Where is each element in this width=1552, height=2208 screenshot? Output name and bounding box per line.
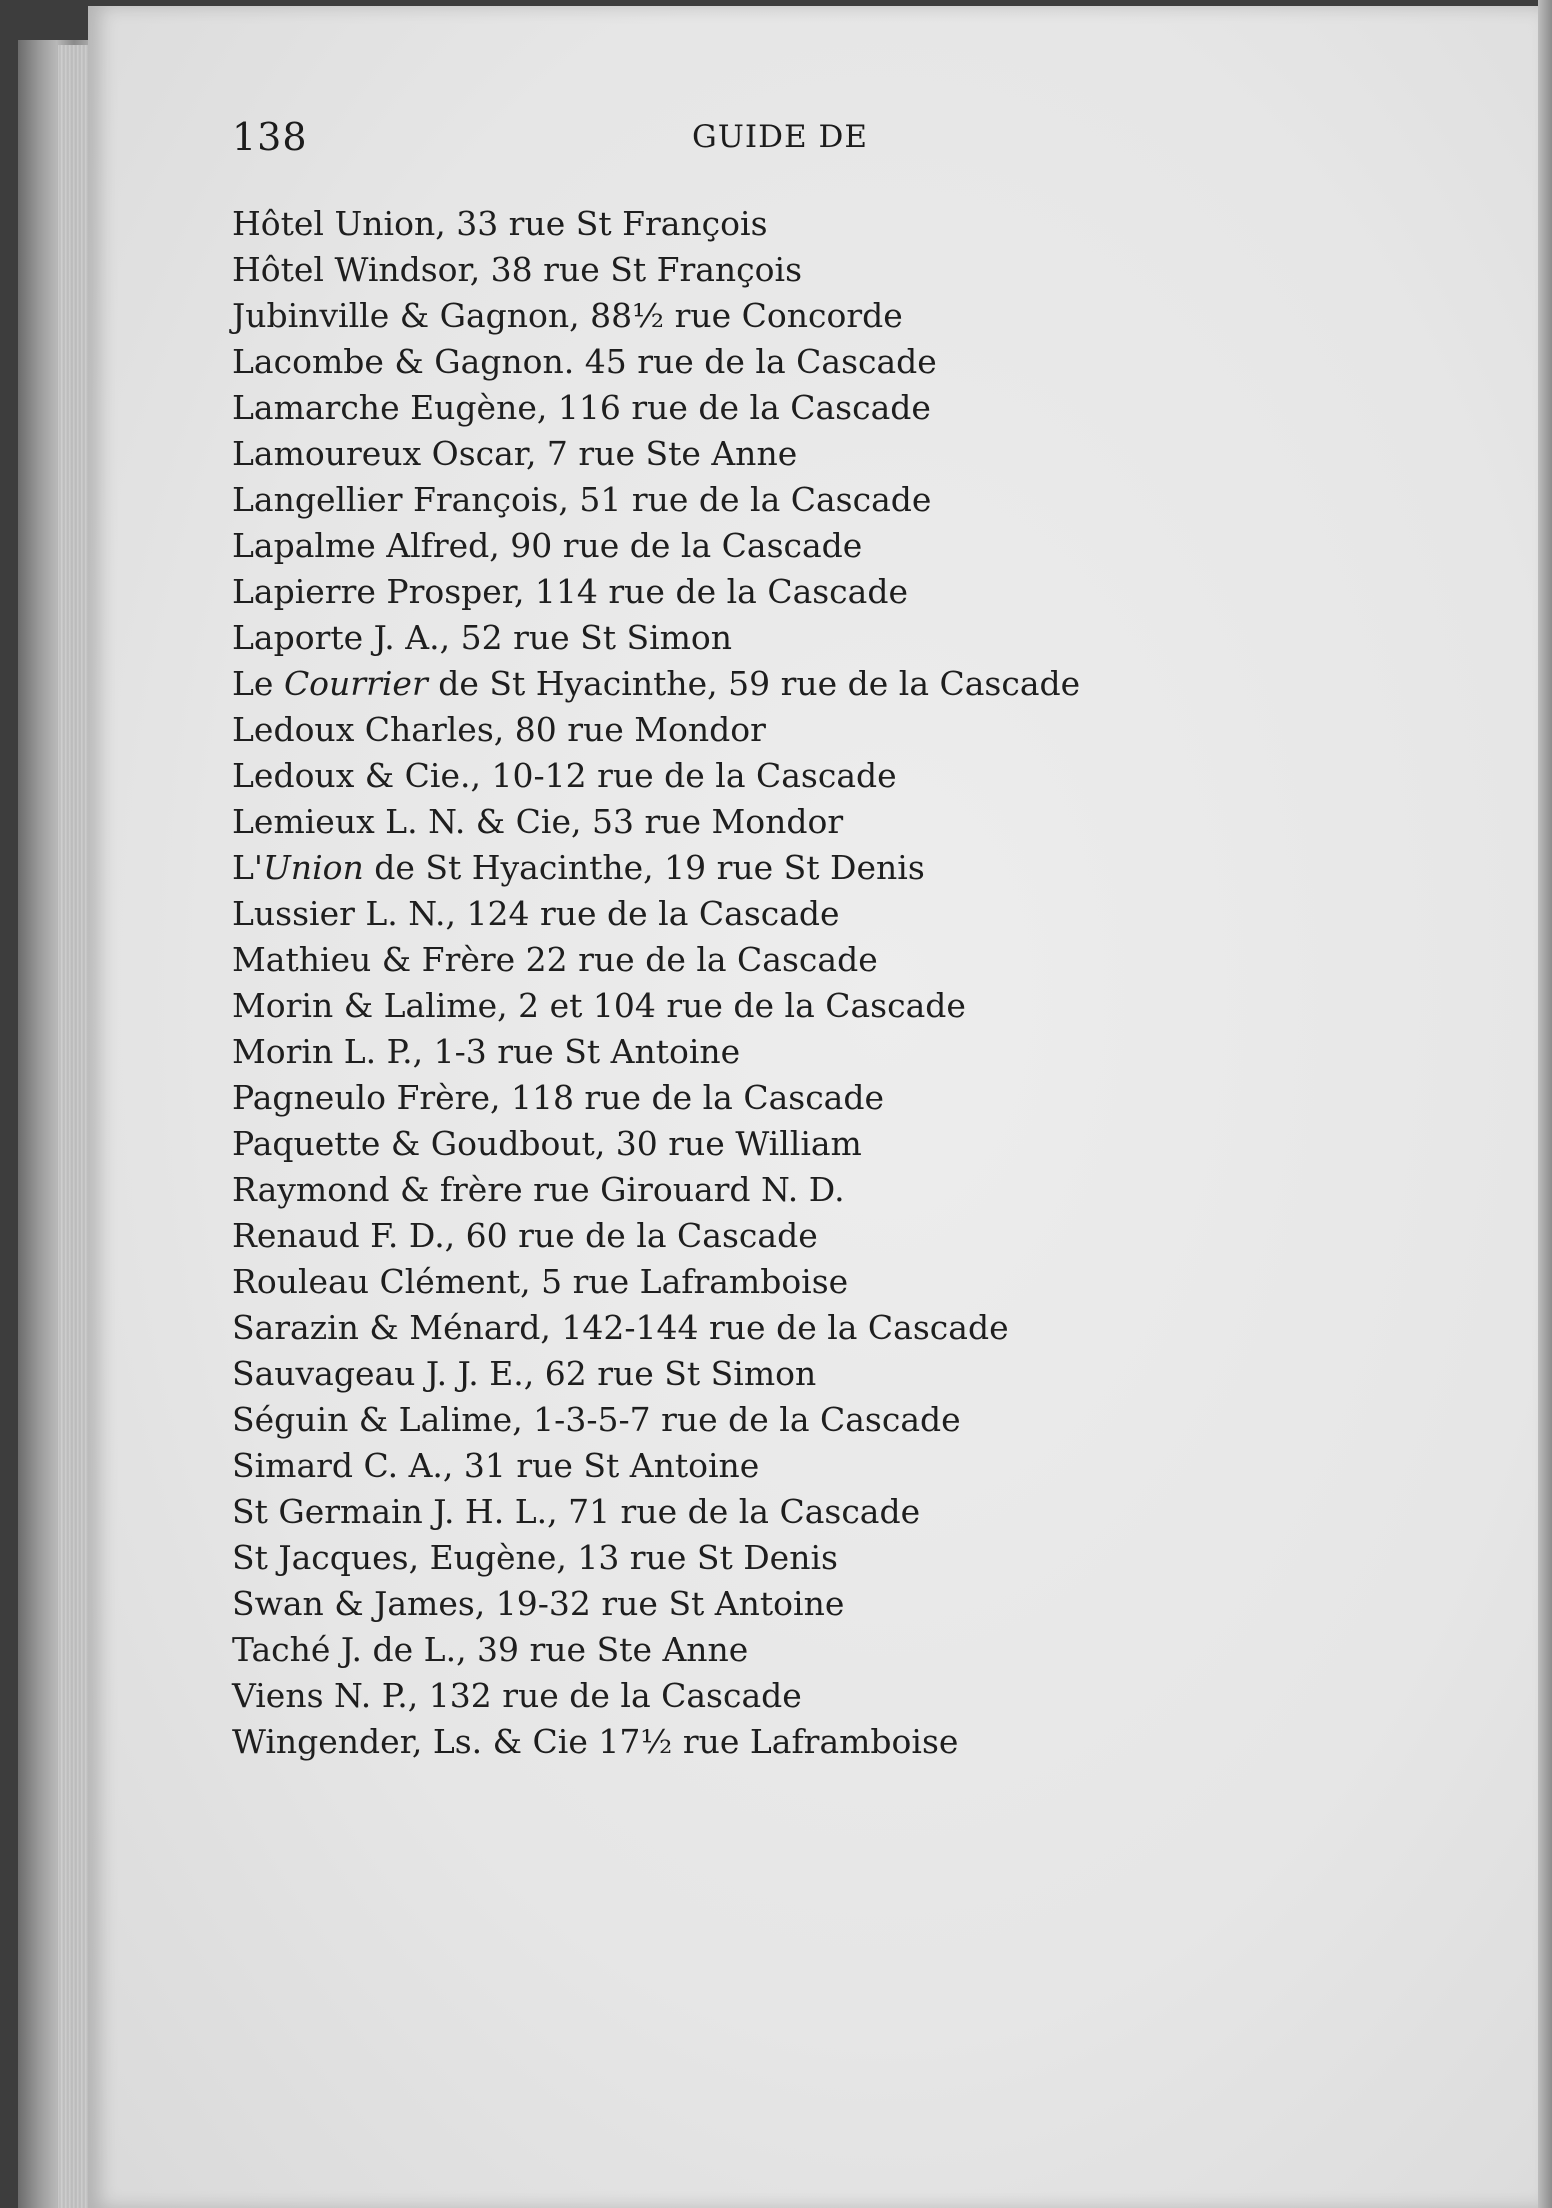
directory-entry [232,707,1080,753]
entry-text: Wingender, Ls. & Cie 17½ rue Laframboise [232,1722,959,1761]
entry-text: Jubinville & Gagnon, 88½ rue Concorde [232,296,903,335]
entry-italic-title: Courrier [283,664,428,703]
directory-entry [232,615,1080,661]
directory-entry [232,385,1080,431]
entry-text: Lacombe & Gagnon. 45 rue de la Cascade [232,342,937,381]
entry-text: Pagneulo Frère, 118 rue de la Cascade [232,1078,885,1117]
entry-text: Taché J. de L., 39 rue Ste Anne [232,1630,749,1669]
directory-entry [232,477,1080,523]
entry-text: Morin L. P., 1-3 rue St Antoine [232,1032,741,1071]
entry-text: Langellier François, 51 rue de la Cascade [232,480,932,519]
entry-text: Viens N. P., 132 rue de la Cascade [232,1676,802,1715]
directory-entry [232,753,1080,799]
directory-entry [232,1535,1080,1581]
directory-entry [232,1489,1080,1535]
running-head: GUIDE DE [692,119,868,155]
entry-text: Lussier L. N., 124 rue de la Cascade [232,894,840,933]
entry-text: Séguin & Lalime, 1-3-5-7 rue de la Cascade [232,1400,961,1439]
directory-entry [232,431,1080,477]
page-header [232,115,932,165]
entry-text: St Jacques, Eugène, 13 rue St Denis [232,1538,838,1577]
directory-entry [232,1627,1080,1673]
entry-text: Simard C. A., 31 rue St Antoine [232,1446,760,1485]
directory-entry [232,1673,1080,1719]
directory-entry [232,937,1080,983]
entry-text: Ledoux & Cie., 10-12 rue de la Cascade [232,756,897,795]
directory-entry [232,293,1080,339]
entry-text: Laporte J. A., 52 rue St Simon [232,618,733,657]
entry-text: Mathieu & Frère 22 rue de la Cascade [232,940,878,979]
directory-entry [232,523,1080,569]
directory-entry [232,1305,1080,1351]
directory-entry [232,891,1080,937]
entry-text: Hôtel Windsor, 38 rue St François [232,250,803,289]
directory-entry [232,1213,1080,1259]
entry-text: St Germain J. H. L., 71 rue de la Cascade [232,1492,921,1531]
entry-text: de St Hyacinthe, 59 rue de la Cascade [427,664,1081,703]
directory-list [232,201,1080,1765]
entry-text: Morin & Lalime, 2 et 104 rue de la Cascade [232,986,966,1025]
entry-text: de St Hyacinthe, 19 rue St Denis [363,848,925,887]
directory-entry [232,799,1080,845]
entry-text: Ledoux Charles, 80 rue Mondor [232,710,766,749]
directory-entry [232,1397,1080,1443]
page-right-edge [1538,0,1552,2208]
entry-text: Lamoureux Oscar, 7 rue Ste Anne [232,434,798,473]
page-number: 138 [232,115,308,159]
entry-text: Lapierre Prosper, 114 rue de la Cascade [232,572,908,611]
directory-entry [232,1029,1080,1075]
entry-text: Renaud F. D., 60 rue de la Cascade [232,1216,818,1255]
directory-entry [232,247,1080,293]
entry-text: Le [232,664,284,703]
directory-entry [232,569,1080,615]
directory-entry [232,1351,1080,1397]
entry-text: Lapalme Alfred, 90 rue de la Cascade [232,526,863,565]
directory-entry [232,1167,1080,1213]
entry-text: Swan & James, 19-32 rue St Antoine [232,1584,845,1623]
directory-entry [232,1581,1080,1627]
directory-entry [232,201,1080,247]
directory-entry [232,1259,1080,1305]
directory-entry [232,339,1080,385]
directory-entry [232,1121,1080,1167]
directory-entry [232,983,1080,1029]
entry-text: Lemieux L. N. & Cie, 53 rue Mondor [232,802,844,841]
entry-text: Raymond & frère rue Girouard N. D. [232,1170,845,1209]
directory-entry [232,1719,1080,1765]
entry-text: Sarazin & Ménard, 142-144 rue de la Cascade [232,1308,1009,1347]
directory-entry [232,1443,1080,1489]
directory-entry [232,661,1080,707]
entry-text: Hôtel Union, 33 rue St François [232,204,768,243]
entry-italic-title: Union [263,848,364,887]
entry-text: L' [232,848,263,887]
directory-entry [232,845,1080,891]
directory-entry [232,1075,1080,1121]
entry-text: Paquette & Goudbout, 30 rue William [232,1124,862,1163]
entry-text: Lamarche Eugène, 116 rue de la Cascade [232,388,931,427]
entry-text: Sauvageau J. J. E., 62 rue St Simon [232,1354,817,1393]
entry-text: Rouleau Clément, 5 rue Laframboise [232,1262,849,1301]
